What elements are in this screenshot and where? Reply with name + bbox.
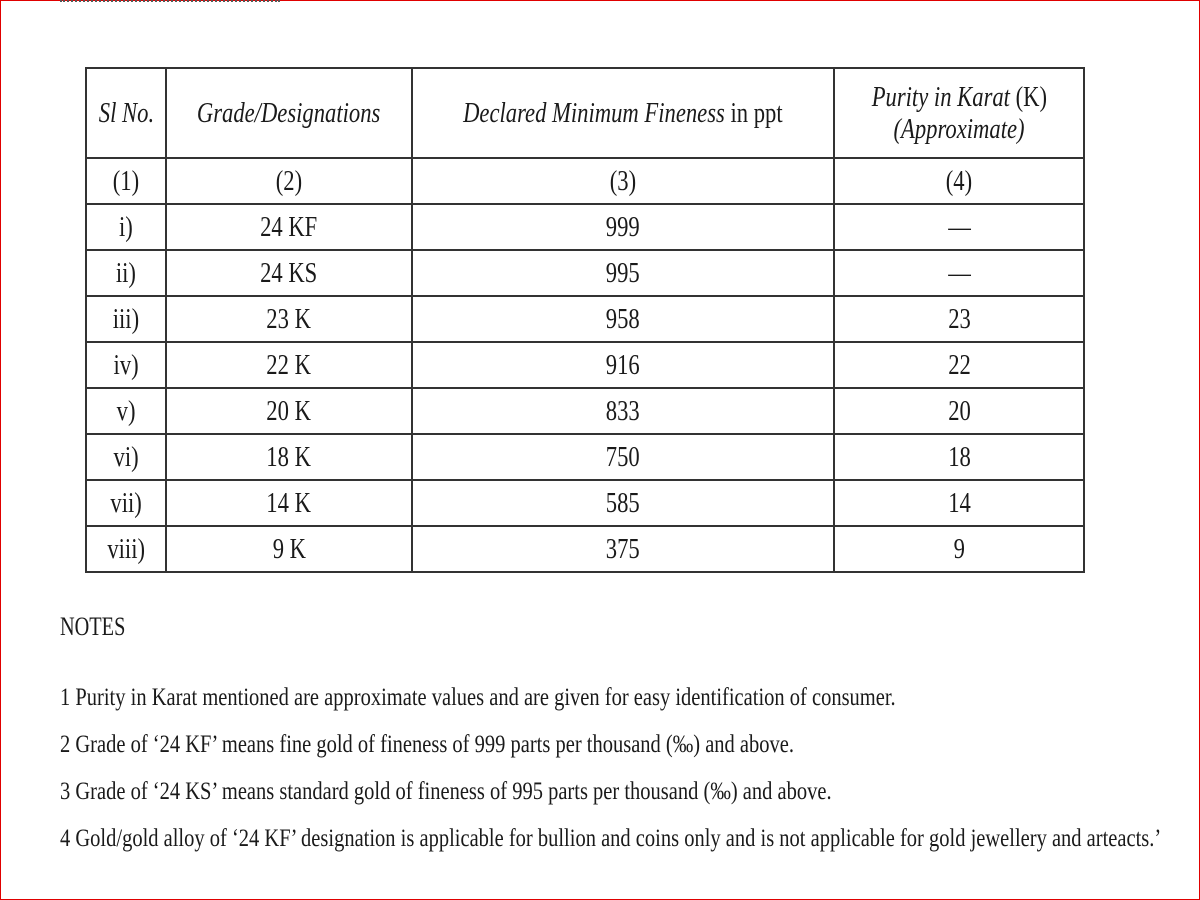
- table-row: [86, 388, 1084, 434]
- header-grade: Grade/Designations: [166, 68, 412, 158]
- table-header-row: [86, 68, 1084, 158]
- cell-grade: 24 KF: [166, 204, 412, 250]
- notes-title: NOTES: [60, 612, 126, 641]
- cell-sl: iv): [86, 342, 166, 388]
- note-item: 2 Grade of ‘24 KF’ means fine gold of fineness of 999 parts per thousand (‰) and above.: [60, 731, 795, 758]
- gold-fineness-table: [85, 67, 1085, 573]
- cell-fineness: 375: [412, 526, 834, 572]
- table-row: [86, 480, 1084, 526]
- note-item: 4 Gold/gold alloy of ‘24 KF’ designation is applicable for bullion and coins only and is not applicable for gold jewellery and arteacts.’: [60, 825, 1162, 852]
- cell-grade: 14 K: [166, 480, 412, 526]
- column-number: (4): [834, 158, 1084, 204]
- cell-karat: 20: [834, 388, 1084, 434]
- table-row: [86, 296, 1084, 342]
- cell-fineness: 585: [412, 480, 834, 526]
- cell-karat: —: [834, 204, 1084, 250]
- cell-fineness: 999: [412, 204, 834, 250]
- cell-fineness: 916: [412, 342, 834, 388]
- note-item: 3 Grade of ‘24 KS’ means standard gold of fineness of 995 parts per thousand (‰) and above.: [60, 778, 832, 805]
- cell-karat: 22: [834, 342, 1084, 388]
- table-row: [86, 434, 1084, 480]
- cell-fineness: 833: [412, 388, 834, 434]
- header-purity: Purity in Karat (K) (Approximate): [834, 68, 1084, 158]
- cell-karat: 18: [834, 434, 1084, 480]
- cell-sl: vi): [86, 434, 166, 480]
- cell-grade: 23 K: [166, 296, 412, 342]
- cell-sl: v): [86, 388, 166, 434]
- cell-karat: 9: [834, 526, 1084, 572]
- cell-grade: 9 K: [166, 526, 412, 572]
- cell-grade: 22 K: [166, 342, 412, 388]
- table-row: [86, 204, 1084, 250]
- cell-fineness: 958: [412, 296, 834, 342]
- header-fineness: Declared Minimum Fineness in ppt: [412, 68, 834, 158]
- note-item: 1 Purity in Karat mentioned are approximate values and are given for easy identification of consumer.: [60, 684, 896, 711]
- cell-karat: 23: [834, 296, 1084, 342]
- column-number: (2): [166, 158, 412, 204]
- table-row: [86, 250, 1084, 296]
- header-sl-no: Sl No.: [86, 68, 166, 158]
- column-number: (1): [86, 158, 166, 204]
- table-row: [86, 342, 1084, 388]
- column-number: (3): [412, 158, 834, 204]
- cell-karat: 14: [834, 480, 1084, 526]
- cell-sl: vii): [86, 480, 166, 526]
- cell-fineness: 995: [412, 250, 834, 296]
- cropped-text-fragment: [60, 0, 280, 5]
- cell-fineness: 750: [412, 434, 834, 480]
- cell-sl: viii): [86, 526, 166, 572]
- cell-sl: i): [86, 204, 166, 250]
- cell-karat: —: [834, 250, 1084, 296]
- cell-grade: 20 K: [166, 388, 412, 434]
- cell-grade: 24 KS: [166, 250, 412, 296]
- cell-sl: iii): [86, 296, 166, 342]
- cell-sl: ii): [86, 250, 166, 296]
- cell-grade: 18 K: [166, 434, 412, 480]
- column-number-row: [86, 158, 1084, 204]
- table-row: [86, 526, 1084, 572]
